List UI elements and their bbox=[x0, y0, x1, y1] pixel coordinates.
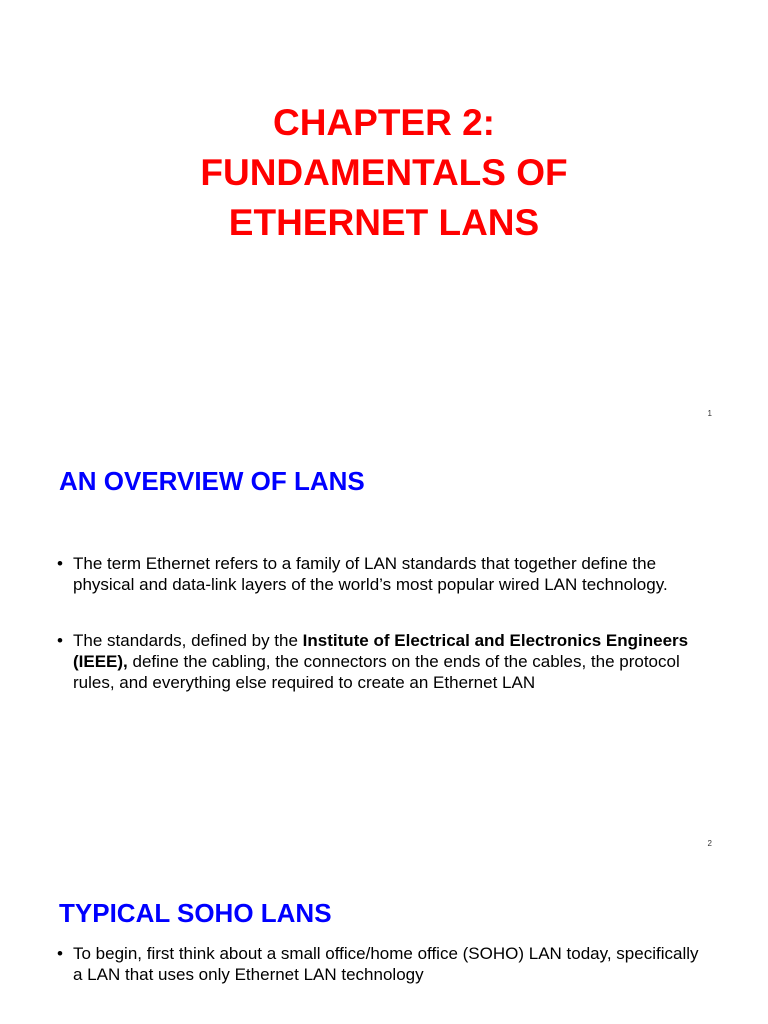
page-number-2: 2 bbox=[707, 839, 712, 848]
page-number-1: 1 bbox=[707, 409, 712, 418]
section-heading-soho: TYPICAL SOHO LANS bbox=[59, 898, 332, 928]
overview-bullet-list bbox=[57, 553, 707, 693]
bullet-marker: • bbox=[57, 554, 63, 573]
bullet-text-ethernet-term: The term Ethernet refers to a family of LAN standards that together define the physical and data-link layers of the world’s most popular wired LAN technology. bbox=[73, 554, 668, 594]
bullet-text-standards-detail: define the cabling, the connectors on the ends of the cables, the protocol rules, and everything else required to create an Ethernet LAN bbox=[73, 652, 680, 692]
chapter-title-line-1: CHAPTER 2: bbox=[272, 102, 496, 143]
chapter-title-line-3: ETHERNET LANS bbox=[228, 202, 540, 243]
bullet-text-soho-lan: To begin, first think about a small office/home office (SOHO) LAN today, specifically a LAN that uses only Ethernet LAN technology bbox=[73, 944, 699, 984]
bullet-text-ieee-name: Institute of Electrical and Electronics Engineers (IEEE), bbox=[73, 631, 689, 671]
chapter-title-line-2: FUNDAMENTALS OF bbox=[200, 152, 568, 193]
list-item bbox=[57, 630, 707, 693]
bullet-text-standards-intro: The standards, defined by the bbox=[73, 631, 303, 650]
bullet-marker: • bbox=[57, 631, 63, 650]
soho-bullet-list bbox=[57, 943, 707, 985]
list-item bbox=[57, 553, 707, 595]
list-item bbox=[57, 943, 707, 985]
chapter-title bbox=[0, 98, 768, 248]
bullet-marker: • bbox=[57, 944, 63, 963]
section-heading-overview: AN OVERVIEW OF LANS bbox=[59, 466, 365, 496]
